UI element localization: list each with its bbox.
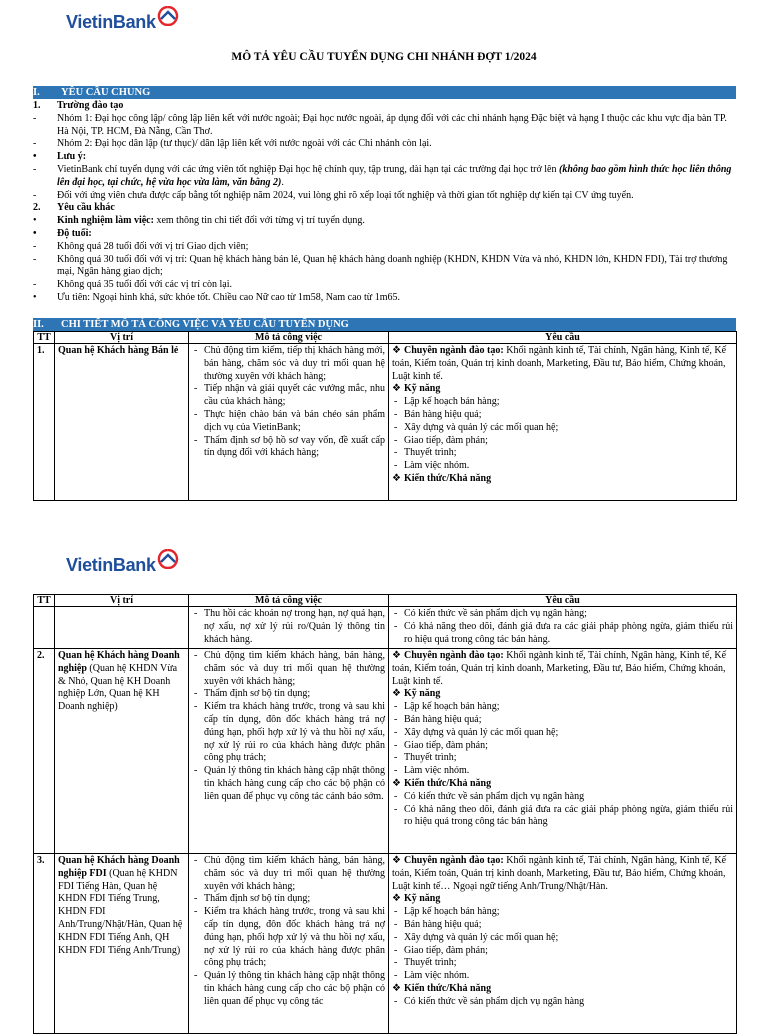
section-title: YÊU CẦU CHUNG: [61, 87, 151, 98]
position-name: Quan hệ Khách hàng Doanh nghiệp FDI (Quan hệ KHDN FDI Tiếng Hàn, Quan hệ KHDN FDI Tiếng Trung, KHDN FDI Anh/Trung/Nhật/Hàn, Quan hệ KHDN FDI Tiếng Anh, QH KHDN FDI Tiếng Anh/Trung): [55, 854, 189, 1034]
job-requirements: ❖ Chuyên ngành đào tạo: Khối ngành kinh tế, Tài chính, Ngân hàng, Kinh tế, Kế toán, Kiểm toán, Quản trị kinh doanh, Marketing, Đầu tư, Bảo hiểm, Chứng khoán, Luật kinh tế. ❖ Kỹ năng - Lập kế hoạch bán hàng; - Bán hàng hiệu quả; - Xây dựng và quản lý các mối quan hệ; - Giao tiếp, đàm phán; - Thuyết trình; - Làm việc nhóm. ❖ Kiến thức/Khả năng: [389, 344, 737, 501]
age-heading: • Độ tuổi:: [33, 227, 92, 239]
job-description: - Chủ động tìm kiếm khách hàng, bán hàng, chăm sóc và duy trì mối quan hệ thường xuyên với khách hàng; - Thẩm định sơ bộ tín dụng; - Kiểm tra khách hàng trước, trong và sau khi cấp tín dụng, đôn đốc khách hàng trả nợ đúng hạn, phối hợp xử lý và thu hồi nợ xấu, nợ xử lý rủi ro của khách hàng được phân công phụ trách; - Quản lý thông tin khách hàng cập nhật thông tin khách hàng cung cấp cho các bộ phận có liên quan để phục vụ công tác cảnh báo sớm.: [189, 649, 389, 854]
logo-wordmark: VietinBank: [66, 11, 156, 32]
note-heading: • Lưu ý:: [33, 151, 87, 163]
row-number: 2.: [34, 649, 55, 854]
col-header-description: Mô tả công việc: [189, 332, 389, 344]
col-header-requirements: Yêu cầu: [389, 332, 737, 344]
section-number: I.: [33, 87, 40, 98]
job-description: - Thu hồi các khoản nợ trong hạn, nợ quá hạn, nợ xấu, nợ xử lý rủi ro/Quản lý thông tin khách hàng.: [189, 607, 389, 649]
position-name: Quan hệ Khách hàng Doanh nghiệp (Quan hệ KHDN Vừa & Nhỏ, Quan hệ KH Doanh nghiệp Lớn, Quan hệ KH Doanh nghiệp): [55, 649, 189, 854]
job-description: - Chủ động tìm kiếm, tiếp thị khách hàng mới, bán hàng, chăm sóc và duy trì mối quan hệ thường xuyên với khách hàng; - Tiếp nhận và giải quyết các vướng mắc, nhu cầu của khách hàng; - Thực hiện chào bán và bán chéo sản phẩm dịch vụ của VietinBank; - Thẩm định sơ bộ hồ sơ vay vốn, đề xuất cấp tín dụng đối với khách hàng;: [189, 344, 389, 501]
job-table-page2: [33, 594, 737, 1034]
job-description: - Chủ động tìm kiếm khách hàng, bán hàng, chăm sóc và duy trì mối quan hệ thường xuyên với khách hàng; - Thẩm định sơ bộ tín dụng; - Kiểm tra khách hàng trước, trong và sau khi cấp tín dụng, đôn đốc khách hàng trả nợ đúng hạn, phối hợp xử lý và thu hồi nợ xấu, nợ xử lý rủi ro của khách hàng được phân công phụ trách; - Quản lý thông tin khách hàng cập nhật thông tin khách hàng cung cấp cho các bộ phận có liên quan để phục vụ công tác: [189, 854, 389, 1034]
heading-training-school: 1. Trường đào tạo: [33, 100, 124, 111]
col-header-tt: TT: [34, 332, 55, 344]
row-number: 3.: [34, 854, 55, 1034]
section-number: II.: [33, 319, 44, 330]
vietinbank-logo: [66, 6, 179, 34]
col-header-position: Vị trí: [55, 332, 189, 344]
table-row: [34, 854, 737, 1034]
table-header-row: [34, 332, 737, 344]
group2-text: - Nhóm 2: Đại học dân lập (tư thục)/ dân lập liên kết với nước ngoài với các Chi nhánh còn lại.: [33, 138, 432, 150]
logo-emblem-icon: [157, 6, 179, 26]
note-1: - VietinBank chỉ tuyển dụng với các ứng viên tốt nghiệp Đại học hệ chính quy, tập trung, dài hạn tại các trường đại học trở lên (không bao gồm hình thức học liên thông lên đại học, tại chức, hệ vừa học vừa làm, văn bằng 2).: [33, 163, 732, 188]
job-requirements: - Có kiến thức về sản phẩm dịch vụ ngân hàng; - Có khả năng theo dõi, đánh giá đưa ra các giải pháp phòng ngừa, giảm thiểu rủi ro hiệu quả trong công tác bán hàng.: [389, 607, 737, 649]
table-row-continued: [34, 607, 737, 649]
priority-item: • Ưu tiên: Ngoại hình khá, sức khỏe tốt. Chiều cao Nữ cao từ 1m58, Nam cao từ 1m65.: [33, 291, 400, 303]
age-item-3: - Không quá 35 tuổi đối với các vị trí còn lại.: [33, 279, 232, 291]
heading-other-requirements: 2. Yêu cầu khác: [33, 202, 115, 214]
row-number: 1.: [34, 344, 55, 501]
experience-item: • Kinh nghiệm làm việc: xem thông tin chi tiết đối với từng vị trí tuyển dụng.: [33, 215, 365, 227]
col-header-description: Mô tả công việc: [189, 595, 389, 607]
section-header-details: [33, 318, 736, 331]
group1-text: - Nhóm 1: Đại học công lập/ công lập liên kết với nước ngoài; Đại học nước ngoài, áp dụng đối với các chi nhánh hạng Đặc biệt và hạng I thuộc các khu vực địa bàn TP. Hà Nội, TP. HCM, Đà Nẵng, Cần Thơ.: [33, 112, 727, 137]
position-name: Quan hệ Khách hàng Bán lẻ: [55, 344, 189, 501]
col-header-tt: TT: [34, 595, 55, 607]
job-requirements: ❖ Chuyên ngành đào tạo: Khối ngành kinh tế, Tài chính, Ngân hàng, Kinh tế, Kế toán, Kiểm toán, Quản trị kinh doanh, Marketing, Đầu tư, Bảo hiểm, Chứng khoán, Luật kinh tế. ❖ Kỹ năng - Lập kế hoạch bán hàng; - Bán hàng hiệu quả; - Xây dựng và quản lý các mối quan hệ; - Giao tiếp, đàm phán; - Thuyết trình; - Làm việc nhóm. ❖ Kiến thức/Khả năng - Có kiến thức về sản phẩm dịch vụ ngân hàng - Có khả năng theo dõi, đánh giá đưa ra các giải pháp phòng ngừa, giảm thiểu rủi ro hiệu quả trong công tác bán hàng: [389, 649, 737, 854]
page-title: MÔ TẢ YÊU CẦU TUYỂN DỤNG CHI NHÁNH ĐỢT 1/2024: [231, 51, 537, 63]
general-requirements: [33, 100, 737, 305]
table-row: [34, 344, 737, 501]
section-header-general: [33, 86, 736, 99]
note-2: - Đối với ứng viên chưa được cấp bằng tốt nghiệp năm 2024, vui lòng ghi rõ xếp loại tốt nghiệp và thời gian tốt nghiệp dự kiến tại CV ứng tuyển.: [33, 189, 634, 201]
job-requirements: ❖ Chuyên ngành đào tạo: Khối ngành kinh tế, Tài chính, Ngân hàng, Kinh tế, Kế toán, Kiểm toán, Quản trị kinh doanh, Marketing, Đầu tư, Bảo hiểm, Chứng khoán, Luật kinh tế… Ngoại ngữ tiếng Anh/Trung/Nhật/Hàn. ❖ Kỹ năng - Lập kế hoạch bán hàng; - Bán hàng hiệu quả; - Xây dựng và quản lý các mối quan hệ; - Giao tiếp, đàm phán; - Thuyết trình; - Làm việc nhóm. ❖ Kiến thức/Khả năng - Có kiến thức về sản phẩm dịch vụ ngân hàng: [389, 854, 737, 1034]
age-item-2: - Không quá 30 tuổi đối với vị trí: Quan hệ khách hàng bán lẻ, Quan hệ khách hàng doanh nghiệp (KHDN, KHDN Vừa và nhỏ, KHDN lớn, KHDN FDI), Tài trợ thương mại, Ngân hàng giao dịch;: [33, 253, 728, 278]
logo-emblem-icon: [157, 549, 179, 569]
logo-wordmark: VietinBank: [66, 554, 156, 575]
table-header-row: [34, 595, 737, 607]
col-header-requirements: Yêu cầu: [389, 595, 737, 607]
section-title: CHI TIẾT MÔ TẢ CÔNG VIỆC VÀ YÊU CẦU TUYỂN DỤNG: [61, 319, 349, 330]
col-header-position: Vị trí: [55, 595, 189, 607]
age-item-1: - Không quá 28 tuổi đối với vị trí Giao dịch viên;: [33, 240, 249, 252]
table-row: [34, 649, 737, 854]
job-table-page1: [33, 331, 737, 501]
vietinbank-logo-page2: [66, 549, 179, 577]
